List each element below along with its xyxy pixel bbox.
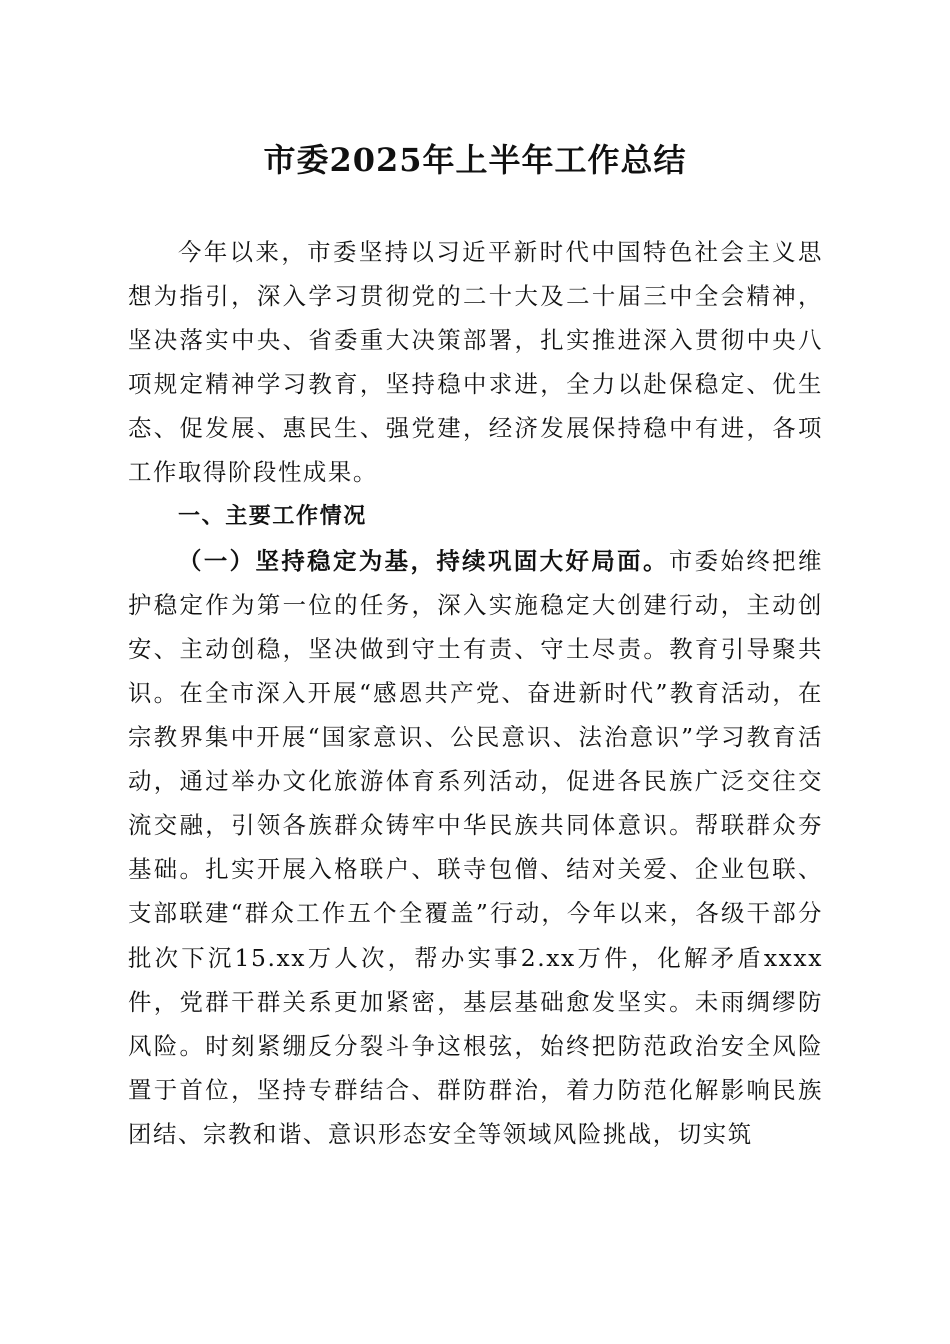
subsection-paragraph bbox=[128, 539, 823, 1156]
subsection-body: 市委始终把维护稳定作为第一位的任务，深入实施稳定大创建行动，主动创安、主动创稳，坚决做到守土有责、守土尽责。教育引导聚共识。在全市深入开展“感恩共产党、奋进新时代”教育活动，在宗教界集中开展“国家意识、公民意识、法治意识”学习教育活动，通过举办文化旅游体育系列活动，促进各民族广泛交往交流交融，引领各族群众铸牢中华民族共同体意识。帮联群众夯基础。扎实开展入格联户、联寺包僧、结对关爱、企业包联、支部联建“群众工作五个全覆盖”行动，今年以来，各级干部分批次下沉15.xx万人次，帮办实事2.xx万件，化解矛盾xxxx件，党群干群关系更加紧密，基层基础愈发坚实。未雨绸缪防风险。时刻紧绷反分裂斗争这根弦，始终把防范政治安全风险置于首位，坚持专群结合、群防群治，着力防范化解影响民族团结、宗教和谐、意识形态安全等领域风险挑战，切实筑 bbox=[128, 546, 823, 1148]
subsection-heading: （一）坚持稳定为基，持续巩固大好局面。 bbox=[178, 546, 669, 575]
document-body bbox=[128, 230, 823, 1156]
section-heading: 一、主要工作情况 bbox=[178, 503, 367, 529]
intro-paragraph: 今年以来，市委坚持以习近平新时代中国特色社会主义思想为指引，深入学习贯彻党的二十大及二十届三中全会精神，坚决落实中央、省委重大决策部署，扎实推进深入贯彻中央八项规定精神学习教育，坚持稳中求进，全力以赴保稳定、优生态、促发展、惠民生、强党建，经济发展保持稳中有进，各项工作取得阶段性成果。 bbox=[128, 238, 823, 487]
document-title: 市委2025年上半年工作总结 bbox=[263, 141, 687, 179]
